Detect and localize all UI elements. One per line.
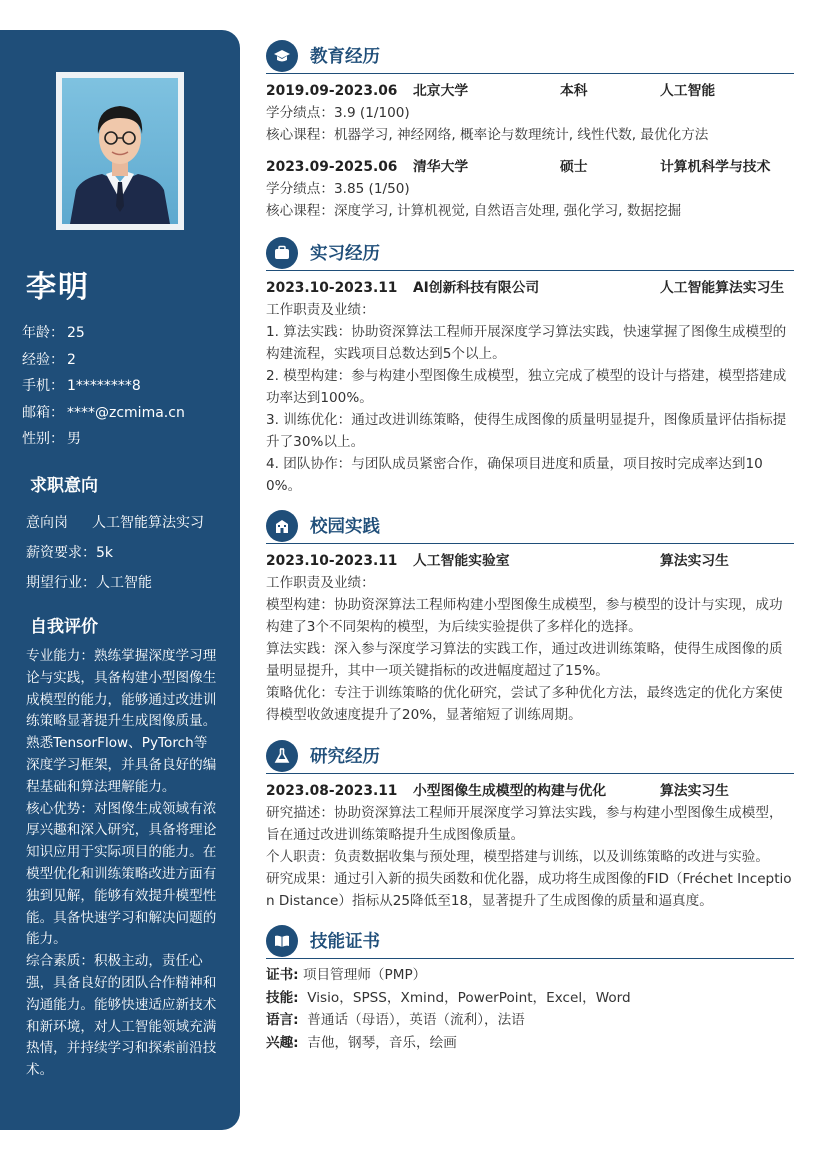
internship-line: 工作职责及业绩：	[266, 302, 375, 318]
self-eval-paragraph: 综合素质：积极主动，责任心强，具备良好的团队合作精神和沟通能力。能够快速适应新技术和新环境，对人工智能领域充满热情，并持续学习和探索前沿技术。	[26, 953, 217, 1079]
book-icon	[266, 925, 298, 957]
section-campus	[266, 510, 794, 726]
campus-entry-header: 2023.10-2023.11 人工智能实验室 算法实习生	[266, 553, 729, 569]
section-internship	[266, 237, 794, 497]
info-phone: 手机： 1********8	[22, 378, 141, 394]
internship-line: 4. 团队协作：与团队成员紧密合作，确保项目进度和质量，项目按时完成率达到100%。	[266, 456, 763, 494]
skill-row-interest: 兴趣: 吉他，钢琴，音乐，绘画	[266, 1034, 457, 1051]
intent-title: 求职意向	[30, 476, 98, 496]
skill-row-skills: 技能: Visio，SPSS，Xmind，PowerPoint，Excel，Word	[266, 989, 631, 1006]
campus-line: 模型构建：协助资深算法工程师构建小型图像生成模型，参与模型的设计与实现，成功构建了3个不同架构的模型，为后续实验提供了多样化的选择。	[266, 597, 783, 635]
internship-line: 3. 训练优化：通过改进训练策略，使得生成图像的质量明显提升，图像质量评估指标提升了30%以上。	[266, 412, 787, 450]
section-title: 教育经历	[310, 47, 380, 67]
section-research	[266, 740, 794, 912]
info-experience: 经验： 2	[22, 351, 76, 368]
info-gender: 性别： 男	[22, 431, 81, 447]
self-evaluation	[26, 646, 218, 1082]
skill-row-language: 语言: 普通话（母语），英语（流利），法语	[266, 1012, 525, 1028]
research-line: 研究描述：协助资深算法工程师开展深度学习算法实践，参与构建小型图像生成模型，旨在通过改进训练策略提升生成图像质量。	[266, 805, 783, 843]
education-gpa: 学分绩点：3.85 (1/50)	[266, 181, 410, 197]
sidebar	[0, 30, 240, 1130]
graduation-cap-icon	[266, 40, 298, 72]
campus-line: 策略优化：专注于训练策略的优化研究，尝试了多种优化方法，最终选定的优化方案使得模型收敛速度提升了20%，显著缩短了训练周期。	[266, 685, 783, 723]
self-eval-paragraph: 专业能力：熟练掌握深度学习理论与实践，具备构建小型图像生成模型的能力，能够通过改进训练策略显著提升生成图像质量。熟悉TensorFlow、PyTorch等深度学习框架，并具备良好的编程基础和算法理解能力。	[26, 648, 217, 795]
section-skills	[266, 925, 794, 1054]
section-title: 实习经历	[310, 244, 380, 264]
job-intent	[26, 508, 204, 598]
internship-line: 1. 算法实践：协助资深算法工程师开展深度学习算法实践，快速掌握了图像生成模型的构建流程，实践项目总数达到5个以上。	[266, 324, 787, 362]
intent-industry: 期望行业：人工智能	[26, 575, 152, 591]
research-line: 个人职责：负责数据收集与预处理，模型搭建与训练，以及训练策略的改进与实验。	[266, 849, 769, 865]
section-title: 研究经历	[310, 747, 380, 767]
intent-salary: 薪资要求：5k	[26, 545, 114, 561]
info-age: 年龄： 25	[22, 325, 85, 341]
flask-icon	[266, 740, 298, 772]
education-gpa: 学分绩点：3.9 (1/100)	[266, 105, 410, 121]
research-line: 研究成果：通过引入新的损失函数和优化器，成功将生成图像的FID（Fréchet Inception Distance）指标从25降低至18，显著提升了生成图像的质量和逼真度。	[266, 871, 792, 909]
research-entry-header: 2023.08-2023.11 小型图像生成模型的构建与优化 算法实习生	[266, 783, 729, 799]
briefcase-icon	[266, 237, 298, 269]
education-entry-header: 2023.09-2025.06 清华大学 硕士 计算机科学与技术	[266, 159, 771, 175]
personal-info	[22, 320, 185, 453]
building-icon	[266, 510, 298, 542]
skill-row-certificate: 证书: 项目管理师（PMP）	[266, 967, 427, 983]
self-eval-paragraph: 核心优势：对图像生成领域有浓厚兴趣和深入研究，具备将理论知识应用于实际项目的能力。在模型优化和训练策略改进方面有独到见解，能够有效提升模型性能。具备快速学习和解决问题的能力。	[26, 800, 217, 948]
education-courses: 核心课程：深度学习, 计算机视觉, 自然语言处理, 强化学习, 数据挖掘	[266, 203, 682, 219]
person-portrait-icon	[62, 78, 178, 224]
section-title: 校园实践	[310, 517, 380, 537]
campus-line: 工作职责及业绩：	[266, 575, 375, 591]
intent-position: 意向岗 人工智能算法实习	[26, 515, 204, 531]
internship-entry-header: 2023.10-2023.11 AI创新科技有限公司 人工智能算法实习生	[266, 280, 785, 296]
candidate-name: 李明	[26, 270, 90, 305]
section-education	[266, 40, 794, 222]
info-email: 邮箱： ****@zcmima.cn	[22, 404, 185, 421]
section-title: 技能证书	[310, 932, 380, 952]
self-eval-title: 自我评价	[30, 617, 98, 637]
campus-line: 算法实践：深入参与深度学习算法的实践工作，通过改进训练策略，使得生成图像的质量明显提升，其中一项关键指标的改进幅度超过了15%。	[266, 641, 783, 679]
internship-line: 2. 模型构建：参与构建小型图像生成模型，独立完成了模型的设计与搭建，模型搭建成功率达到100%。	[266, 368, 787, 406]
education-entry-header: 2019.09-2023.06 北京大学 本科 人工智能	[266, 83, 716, 99]
education-courses: 核心课程：机器学习, 神经网络, 概率论与数理统计, 线性代数, 最优化方法	[266, 127, 709, 143]
profile-photo	[56, 72, 184, 230]
